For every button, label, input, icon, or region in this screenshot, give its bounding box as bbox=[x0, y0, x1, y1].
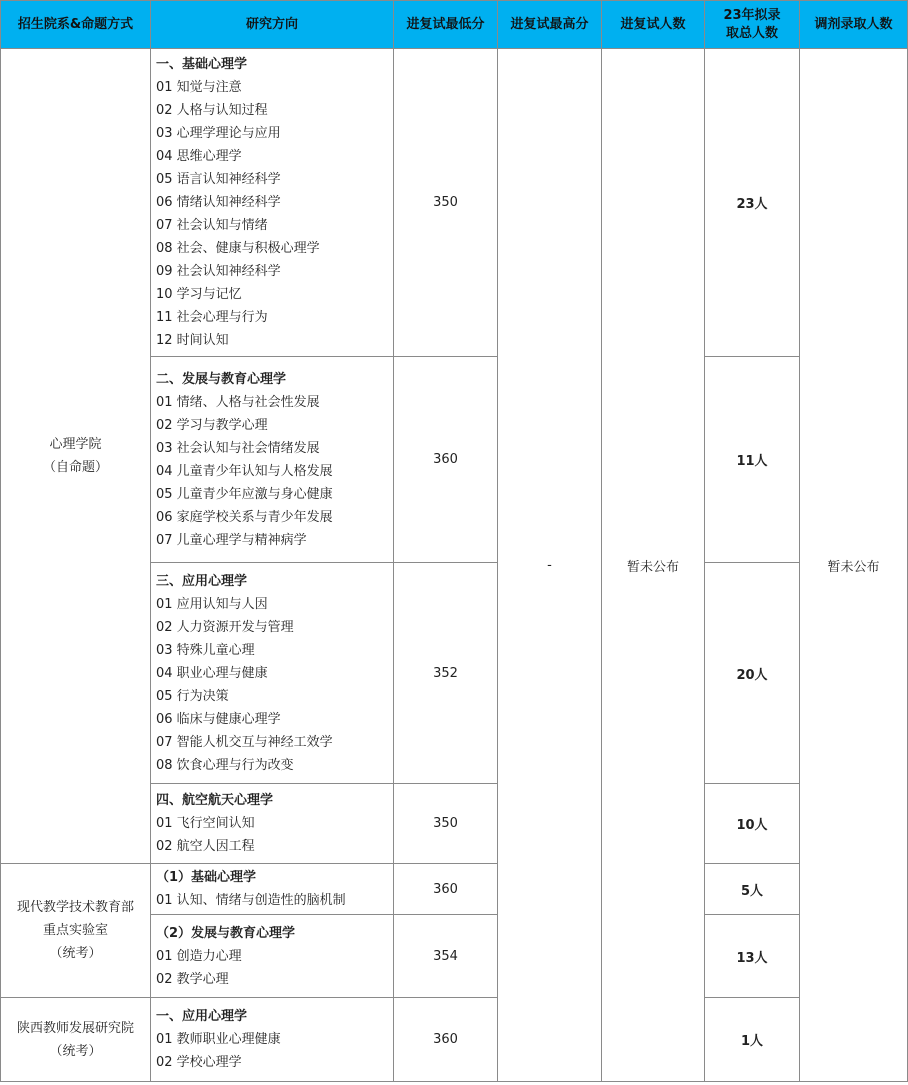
college-name-line2: 重点实验室 bbox=[42, 923, 108, 938]
direction-item: 04 思维心理学 bbox=[156, 149, 242, 164]
direction-heading: 四、航空航天心理学 bbox=[156, 793, 274, 808]
direction-item: 02 航空人因工程 bbox=[156, 839, 255, 854]
min-score: 360 bbox=[394, 998, 498, 1082]
min-score: 350 bbox=[394, 784, 498, 864]
direction-item: 06 临床与健康心理学 bbox=[156, 711, 281, 727]
total-admit: 23人 bbox=[705, 49, 800, 357]
college-cell bbox=[1, 864, 151, 998]
header-total-admit bbox=[705, 1, 800, 49]
header-row bbox=[1, 1, 908, 49]
adjust-count: 暂未公布 bbox=[800, 49, 908, 1082]
total-admit: 5人 bbox=[705, 864, 800, 915]
header-max-score: 进复试最高分 bbox=[498, 1, 602, 49]
direction-item: 02 学校心理学 bbox=[156, 1055, 242, 1070]
min-score: 360 bbox=[394, 357, 498, 563]
header-total-admit-text: 23年拟录取总人数 bbox=[723, 7, 781, 41]
header-retest-count: 进复试人数 bbox=[602, 1, 705, 49]
direction-item: 09 社会认知神经科学 bbox=[156, 264, 281, 279]
direction-heading: 三、应用心理学 bbox=[156, 573, 248, 589]
direction-heading: 一、应用心理学 bbox=[156, 1009, 248, 1024]
direction-heading: 一、基础心理学 bbox=[156, 57, 248, 72]
direction-heading: （1）基础心理学 bbox=[156, 870, 257, 885]
max-score: - bbox=[498, 49, 602, 1082]
direction-cell bbox=[151, 864, 394, 915]
direction-item: 04 儿童青少年认知与人格发展 bbox=[156, 463, 333, 479]
table-row bbox=[1, 998, 908, 1082]
direction-item: 02 教学心理 bbox=[156, 971, 229, 987]
exam-type: （统考） bbox=[49, 1043, 102, 1059]
direction-cell bbox=[151, 784, 394, 864]
table-row bbox=[1, 864, 908, 915]
direction-cell bbox=[151, 998, 394, 1082]
total-admit: 20人 bbox=[705, 563, 800, 784]
header-direction: 研究方向 bbox=[151, 1, 394, 49]
min-score: 350 bbox=[394, 49, 498, 357]
direction-item: 05 语言认知神经科学 bbox=[156, 172, 281, 187]
direction-item: 08 饮食心理与行为改变 bbox=[156, 757, 294, 773]
direction-item: 02 人格与认知过程 bbox=[156, 103, 268, 118]
total-admit: 11人 bbox=[705, 357, 800, 563]
min-score: 352 bbox=[394, 563, 498, 784]
direction-item: 05 儿童青少年应激与身心健康 bbox=[156, 486, 333, 502]
direction-item: 03 心理学理论与应用 bbox=[156, 126, 281, 141]
direction-item: 01 知觉与注意 bbox=[156, 80, 242, 95]
header-min-score: 进复试最低分 bbox=[394, 1, 498, 49]
direction-item: 12 时间认知 bbox=[156, 333, 229, 348]
retest-count: 暂未公布 bbox=[602, 49, 705, 1082]
direction-item: 07 社会认知与情绪 bbox=[156, 218, 268, 233]
direction-item: 02 学习与教学心理 bbox=[156, 417, 268, 433]
direction-item: 11 社会心理与行为 bbox=[156, 310, 268, 325]
college-cell bbox=[1, 998, 151, 1082]
direction-item: 01 教师职业心理健康 bbox=[156, 1032, 281, 1047]
direction-item: 01 应用认知与人因 bbox=[156, 596, 268, 612]
direction-item: 03 社会认知与社会情绪发展 bbox=[156, 440, 320, 456]
header-college: 招生院系&命题方式 bbox=[1, 1, 151, 49]
direction-item: 01 创造力心理 bbox=[156, 948, 242, 964]
exam-type: （自命题） bbox=[42, 460, 108, 475]
direction-item: 10 学习与记忆 bbox=[156, 287, 242, 302]
direction-cell bbox=[151, 915, 394, 998]
direction-item: 01 认知、情绪与创造性的脑机制 bbox=[156, 893, 346, 908]
college-name: 心理学院 bbox=[49, 437, 102, 452]
college-name: 现代教学技术教育部 bbox=[16, 900, 134, 915]
direction-item: 05 行为决策 bbox=[156, 688, 229, 704]
direction-item: 06 情绪认知神经科学 bbox=[156, 195, 281, 210]
direction-item: 07 智能人机交互与神经工效学 bbox=[156, 734, 333, 750]
total-admit: 13人 bbox=[705, 915, 800, 998]
college-name: 陕西教师发展研究院 bbox=[16, 1020, 134, 1036]
direction-item: 03 特殊儿童心理 bbox=[156, 642, 255, 658]
direction-item: 01 飞行空间认知 bbox=[156, 816, 255, 831]
table-row bbox=[1, 49, 908, 357]
college-cell bbox=[1, 49, 151, 864]
direction-heading: 二、发展与教育心理学 bbox=[156, 371, 287, 387]
header-adjust-count: 调剂录取人数 bbox=[800, 1, 908, 49]
total-admit: 10人 bbox=[705, 784, 800, 864]
direction-cell bbox=[151, 357, 394, 563]
total-admit: 1人 bbox=[705, 998, 800, 1082]
direction-item: 04 职业心理与健康 bbox=[156, 665, 268, 681]
direction-item: 01 情绪、人格与社会性发展 bbox=[156, 394, 320, 410]
direction-item: 08 社会、健康与积极心理学 bbox=[156, 241, 320, 256]
direction-item: 02 人力资源开发与管理 bbox=[156, 619, 294, 635]
direction-item: 06 家庭学校关系与青少年发展 bbox=[156, 509, 333, 525]
min-score: 360 bbox=[394, 864, 498, 915]
direction-heading: （2）发展与教育心理学 bbox=[156, 925, 296, 941]
direction-item: 07 儿童心理学与精神病学 bbox=[156, 532, 307, 548]
min-score: 354 bbox=[394, 915, 498, 998]
direction-cell bbox=[151, 563, 394, 784]
direction-cell bbox=[151, 49, 394, 357]
exam-type: （统考） bbox=[49, 946, 102, 961]
